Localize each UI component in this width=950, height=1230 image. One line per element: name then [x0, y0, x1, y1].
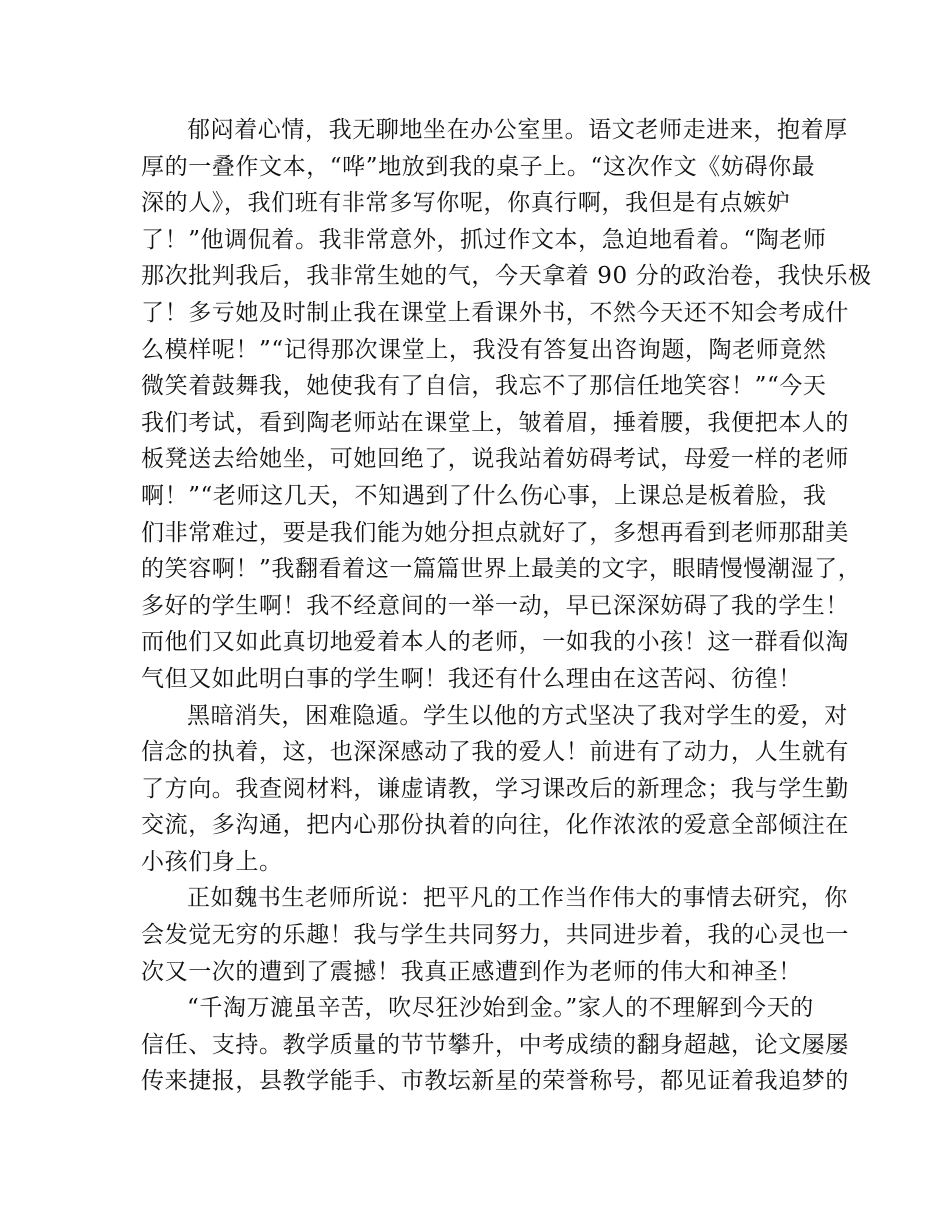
text-line: “千淘万漉虽辛苦，吹尽狂沙始到金。”家人的不理解到今天的: [187, 995, 814, 1022]
text-line: 厚的一叠作文本，“哗”地放到我的桌子上。“这次作文《妨碍你最: [141, 153, 816, 180]
text-line: 正如魏书生老师所说：把平凡的工作当作伟大的事情去研究，你: [187, 885, 848, 912]
text-line: 么模样呢！”“记得那次课堂上，我没有答复出咨询题，陶老师竟然: [141, 336, 827, 363]
text-line: 气但又如此明白事的学生啊！我还有什么理由在这苦闷、彷徨！: [141, 665, 802, 692]
text-line: 那次批判我后，我非常生她的气，今天拿着 90 分的政治卷，我快乐极: [141, 263, 872, 290]
paragraph: [141, 112, 872, 698]
text-line: 了方向。我查阅材料，谦虚请教，学习课改后的新理念；我与学生勤: [141, 775, 849, 802]
text-line: 微笑着鼓舞我，她使我有了自信，我忘不了那信任地笑容！”“今天: [141, 373, 827, 400]
paragraph: [141, 990, 849, 1100]
text-line: 多好的学生啊！我不经意间的一举一动，早已深深妨碍了我的学生！: [141, 592, 849, 619]
text-line: 板凳送去给她坐，可她回绝了，说我站着妨碍考试，母爱一样的老师: [141, 446, 849, 473]
text-line: 会发觉无穷的乐趣！我与学生共同努力，共同进步着，我的心灵也一: [141, 922, 849, 949]
text-line: 信任、支持。教学质量的节节攀升，中考成绩的翻身超越，论文屡屡: [141, 1031, 849, 1058]
document-body: [141, 112, 872, 1100]
text-line: 啊！”“老师这几天，不知遇到了什么伤心事，上课总是板着脸，我: [141, 482, 827, 509]
paragraph: [141, 880, 849, 990]
text-line: 小孩们身上。: [141, 848, 283, 875]
text-line: 次又一次的遭到了震撼！我真正感遭到作为老师的伟大和神圣！: [141, 958, 802, 985]
text-line: 郁闷着心情，我无聊地坐在办公室里。语文老师走进来，抱着厚: [187, 117, 848, 143]
text-line: 传来捷报，县教学能手、市教坛新星的荣誉称号，都见证着我追梦的: [141, 1068, 849, 1095]
text-line: 黑暗消失，困难隐遁。学生以他的方式坚决了我对学生的爱，对: [187, 702, 848, 729]
text-line: 深的人》，我们班有非常多写你呢，你真行啊，我但是有点嫉妒: [141, 190, 791, 217]
text-line: 信念的执着，这，也深深感动了我的爱人！前进有了动力，人生就有: [141, 739, 849, 766]
text-line: 们非常难过，要是我们能为她分担点就好了，多想再看到老师那甜美: [141, 519, 849, 546]
text-line: 了！”他调侃着。我非常意外，抓过作文本，急迫地看着。“陶老师: [141, 226, 827, 253]
text-line: 交流，多沟通，把内心那份执着的向往，化作浓浓的爱意全部倾注在: [141, 812, 849, 839]
paragraph: [141, 698, 849, 881]
text-line: 了！多亏她及时制止我在课堂上看课外书，不然今天还不知会考成什: [141, 299, 849, 326]
text-line: 而他们又如此真切地爱着本人的老师，一如我的小孩！这一群看似淘: [141, 629, 849, 656]
text-line: 的笑容啊！”我翻看着这一篇篇世界上最美的文字，眼睛慢慢潮湿了，: [141, 556, 862, 583]
text-line: 我们考试，看到陶老师站在课堂上，皱着眉，捶着腰，我便把本人的: [141, 409, 849, 436]
